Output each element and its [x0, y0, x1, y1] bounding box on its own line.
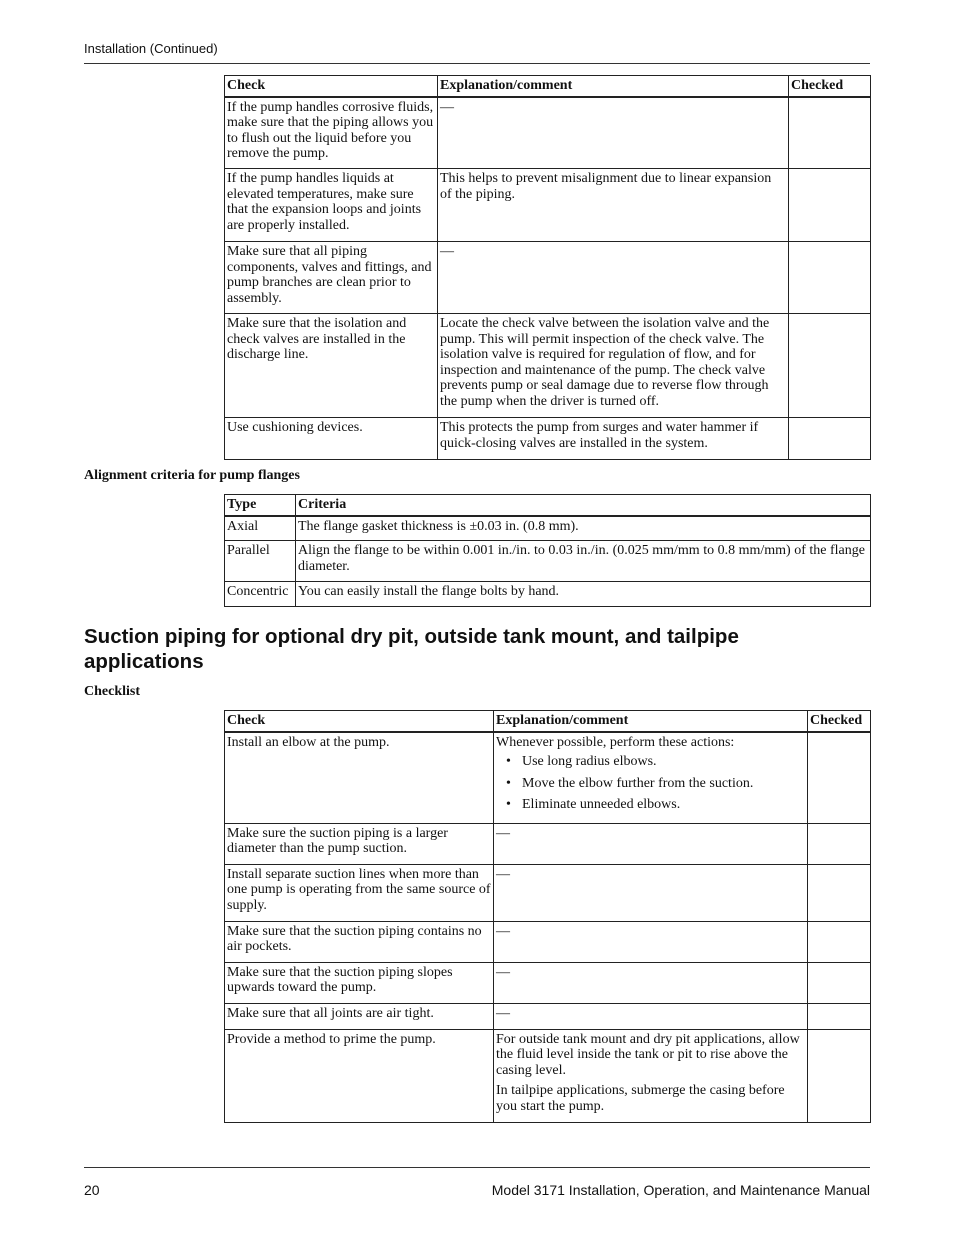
checked-cell [789, 242, 871, 314]
comment-cell: — [438, 97, 789, 169]
checked-cell [808, 864, 871, 921]
comment-cell: This helps to prevent misalignment due to linear expansion of the piping. [438, 169, 789, 242]
list-item: • Eliminate unneeded elbows. [496, 797, 805, 813]
column-header-check: Check [225, 76, 438, 97]
list-item: • Use long radius elbows. [496, 754, 805, 770]
criteria-cell: You can easily install the flange bolts by hand. [296, 582, 871, 607]
criteria-cell: Align the flange to be within 0.001 in./in. to 0.03 in./in. (0.025 mm/mm to 0.8 mm/mm) of the flange diameter. [296, 541, 871, 582]
type-cell: Concentric [225, 582, 296, 607]
column-header-explanation: Explanation/comment [494, 711, 808, 732]
column-header-explanation: Explanation/comment [438, 76, 789, 97]
checklist-caption: Checklist [84, 684, 140, 699]
table-row [225, 921, 871, 962]
footer-rule [84, 1167, 870, 1168]
table-row [225, 541, 871, 582]
comment-cell: — [494, 962, 808, 1003]
check-cell: Use cushioning devices. [225, 418, 438, 460]
check-cell: Make sure that the isolation and check valves are installed in the discharge line. [225, 314, 438, 418]
table-row [225, 864, 871, 921]
page-number: 20 [84, 1182, 100, 1198]
column-header-criteria: Criteria [296, 495, 871, 516]
table-row [225, 1029, 871, 1122]
checked-cell [789, 314, 871, 418]
table-row [225, 732, 871, 824]
header-rule [84, 63, 870, 64]
comment-cell: Locate the check valve between the isolation valve and the pump. This will permit inspection of the check valve. The isolation valve is required for regulation of flow, and for inspection and maintenance of the pump. The check valve prevents pump or seal damage due to reverse flow through the pump when the driver is turned off. [438, 314, 789, 418]
table-row [225, 582, 871, 607]
check-cell: Make sure the suction piping is a larger diameter than the pump suction. [225, 823, 494, 864]
checked-cell [808, 962, 871, 1003]
check-cell: Make sure that the suction piping slopes upwards toward the pump. [225, 962, 494, 1003]
checked-cell [808, 1029, 871, 1122]
checked-cell [808, 823, 871, 864]
column-header-checked: Checked [808, 711, 871, 732]
column-header-type: Type [225, 495, 296, 516]
check-cell: Make sure that the suction piping contains no air pockets. [225, 921, 494, 962]
check-cell: Make sure that all joints are air tight. [225, 1003, 494, 1029]
table-row [225, 97, 871, 169]
comment-paragraph: For outside tank mount and dry pit applications, allow the fluid level inside the tank or pit to rise above the casing level. [496, 1031, 800, 1078]
comment-cell: — [494, 823, 808, 864]
check-cell: Make sure that all piping components, valves and fittings, and pump branches are clean prior to assembly. [225, 242, 438, 314]
checked-cell [789, 169, 871, 242]
alignment-criteria-table [224, 494, 871, 607]
alignment-caption: Alignment criteria for pump flanges [84, 468, 300, 483]
suction-checklist-table [224, 710, 871, 1123]
comment-cell: — [438, 242, 789, 314]
comment-intro: Whenever possible, perform these actions: [496, 734, 735, 750]
table-row [225, 962, 871, 1003]
table-row [225, 823, 871, 864]
bullet-list [496, 754, 805, 813]
comment-cell: — [494, 921, 808, 962]
table-row [225, 314, 871, 418]
column-header-checked: Checked [789, 76, 871, 97]
column-header-check: Check [225, 711, 494, 732]
section-heading: Suction piping for optional dry pit, outside tank mount, and tailpipe applications [84, 625, 739, 673]
check-cell: Install an elbow at the pump. [225, 732, 494, 824]
checked-cell [789, 418, 871, 460]
table-row [225, 169, 871, 242]
comment-paragraph: In tailpipe applications, submerge the casing before you start the pump. [496, 1083, 785, 1114]
type-cell: Axial [225, 516, 296, 541]
comment-cell [494, 1029, 808, 1122]
running-head: Installation (Continued) [84, 41, 218, 56]
comment-cell: This protects the pump from surges and water hammer if quick-closing valves are installed in the system. [438, 418, 789, 460]
checked-cell [808, 921, 871, 962]
piping-checklist-table [224, 75, 871, 460]
table-header-row [225, 495, 871, 516]
check-cell: If the pump handles liquids at elevated temperatures, make sure that the expansion loops and joints are properly installed. [225, 169, 438, 242]
check-cell: If the pump handles corrosive fluids, make sure that the piping allows you to flush out the liquid before you remove the pump. [225, 97, 438, 169]
checked-cell [789, 97, 871, 169]
type-cell: Parallel [225, 541, 296, 582]
table-row [225, 418, 871, 460]
criteria-cell: The flange gasket thickness is ±0.03 in. (0.8 mm). [296, 516, 871, 541]
table-header-row [225, 76, 871, 97]
table-row [225, 242, 871, 314]
comment-cell: — [494, 864, 808, 921]
table-header-row [225, 711, 871, 732]
list-item: • Move the elbow further from the suction. [496, 776, 805, 792]
table-row [225, 516, 871, 541]
check-cell: Provide a method to prime the pump. [225, 1029, 494, 1122]
comment-cell [494, 732, 808, 824]
checked-cell [808, 732, 871, 824]
manual-title: Model 3171 Installation, Operation, and Maintenance Manual [491, 1182, 870, 1198]
table-row [225, 1003, 871, 1029]
comment-cell: — [494, 1003, 808, 1029]
checked-cell [808, 1003, 871, 1029]
check-cell: Install separate suction lines when more than one pump is operating from the same source of supply. [225, 864, 494, 921]
